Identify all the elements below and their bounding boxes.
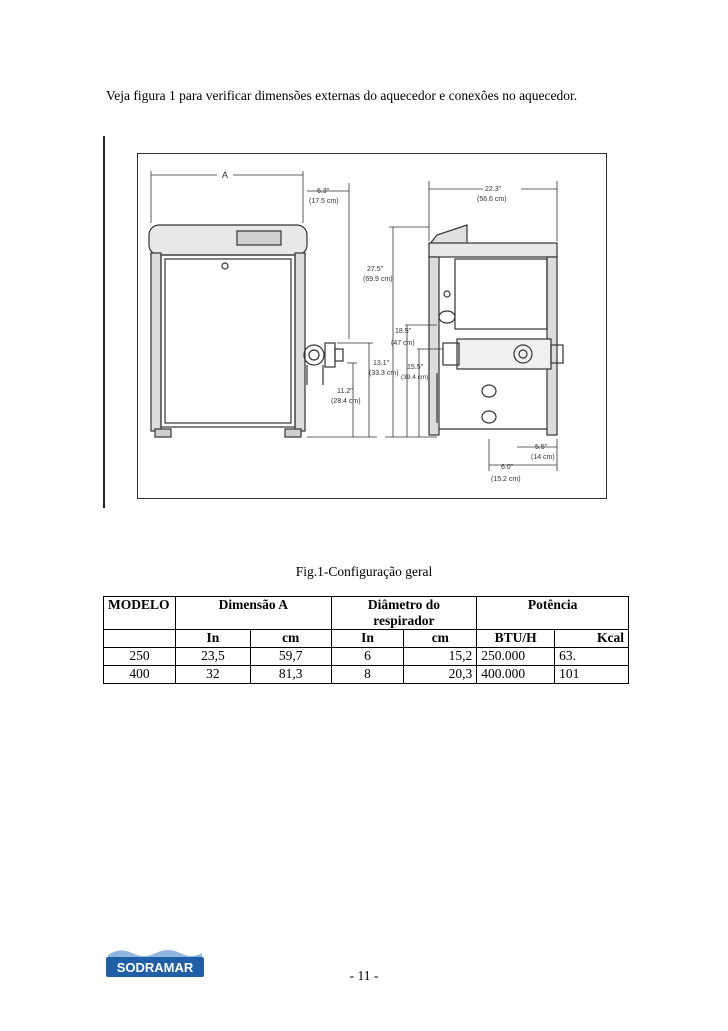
page-number: - 11 -: [349, 968, 379, 983]
subheader-in: In: [331, 630, 404, 648]
dim-18-5-cm: (47 cm): [391, 340, 415, 347]
dim-a-label: A: [221, 170, 229, 180]
cell-btuh: 400.000: [477, 666, 555, 684]
subheader-blank: [104, 630, 176, 648]
dim-22-3-in: 22.3": [485, 186, 502, 193]
cell-dim-cm: 81,3: [250, 666, 331, 684]
dim-15-5-in: 15.5": [407, 364, 424, 371]
cell-modelo: 400: [104, 666, 176, 684]
cell-modelo: 250: [104, 648, 176, 666]
cell-kcal: 63.: [555, 648, 629, 666]
header-potencia: Potência: [477, 597, 629, 630]
front-label-plate: [237, 231, 281, 245]
subheader-in: In: [175, 630, 250, 648]
dim-13-1-cm: (33.3 cm): [369, 370, 399, 377]
dim-22-3-cm: (56.6 cm): [477, 196, 507, 203]
figure-caption: Fig.1-Configuração geral: [295, 564, 433, 579]
front-top-cap: [149, 225, 307, 255]
table-subheader-row: [104, 630, 629, 648]
dim-11-2-in: 11.2": [337, 388, 353, 395]
dim-6-0-in: 6.0": [501, 464, 514, 471]
header-modelo: MODELO: [104, 597, 176, 630]
spec-table: [103, 596, 629, 684]
subheader-cm: cm: [250, 630, 331, 648]
intro-text: Veja figura 1 para verificar dimensões externas do aquecedor e conexões no aquecedor.: [106, 88, 578, 103]
dim-27-5-cm: (69.9 cm): [363, 276, 393, 283]
subheader-btuh: BTU/H: [477, 630, 555, 648]
front-foot-left: [155, 429, 171, 437]
cell-diam-cm: 15,2: [404, 648, 477, 666]
side-top-cap: [429, 243, 557, 257]
dim-5-5-cm: (14 cm): [531, 454, 555, 461]
margin-bar: [103, 136, 105, 508]
table-header-row: [104, 597, 629, 630]
cell-dim-cm: 59,7: [250, 648, 331, 666]
dim-18-5-in: 18.5": [395, 328, 412, 335]
front-foot-right: [285, 429, 301, 437]
cell-diam-in: 8: [331, 666, 404, 684]
dim-6-0-cm: (15.2 cm): [491, 476, 521, 483]
cell-btuh: 250.000: [477, 648, 555, 666]
front-right-post: [295, 253, 305, 431]
cell-diam-cm: 20,3: [404, 666, 477, 684]
dim-5-5-in: 5.5": [535, 444, 548, 451]
front-left-post: [151, 253, 161, 431]
cell-dim-in: 23,5: [175, 648, 250, 666]
cell-diam-in: 6: [331, 648, 404, 666]
dim-6-3-in: 6.3": [317, 188, 330, 195]
subheader-cm: cm: [404, 630, 477, 648]
header-diametro-line1: Diâmetro do: [367, 597, 440, 612]
table-row: [104, 648, 629, 666]
header-diametro-line2: respirador: [373, 613, 435, 628]
dim-11-2-cm: (28.4 cm): [331, 398, 361, 405]
dim-27-5-in: 27.5": [367, 266, 384, 273]
logo-text: SODRAMAR: [116, 960, 194, 975]
table-row: [104, 666, 629, 684]
dim-13-1-in: 13.1": [373, 360, 390, 367]
cell-kcal: 101: [555, 666, 629, 684]
logo-wave: [108, 950, 202, 957]
subheader-kcal: Kcal: [555, 630, 629, 648]
side-manifold: [457, 339, 551, 369]
heater-figure: [137, 153, 607, 499]
header-diametro: [331, 597, 477, 630]
cell-dim-in: 32: [175, 666, 250, 684]
header-dimensao: Dimensão A: [175, 597, 331, 630]
dim-6-3-cm: (17.5 cm): [309, 198, 339, 205]
dim-15-5-cm: (39.4 cm): [401, 374, 429, 381]
